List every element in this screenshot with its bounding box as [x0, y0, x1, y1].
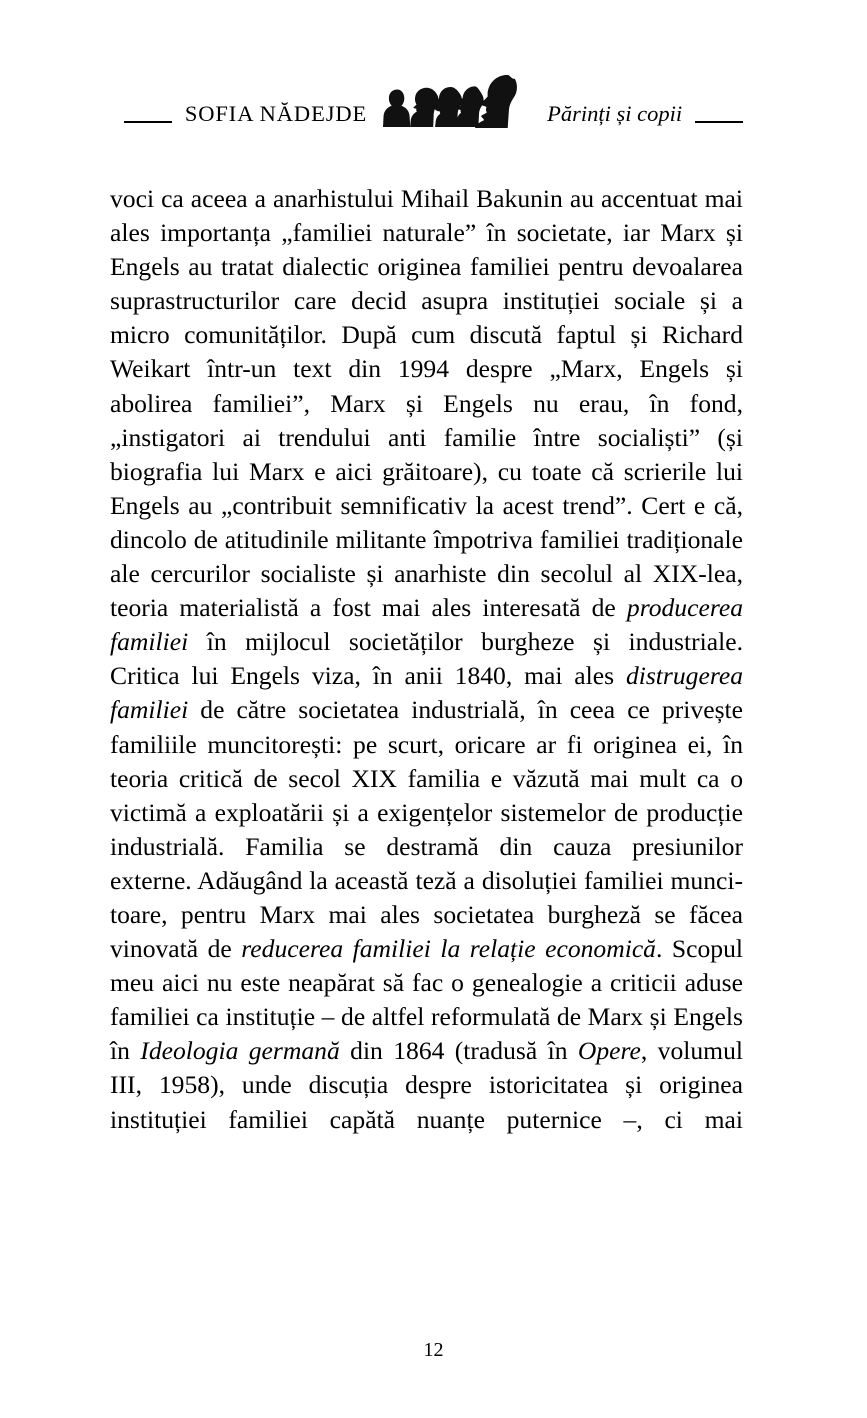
page-number: 12 [423, 1339, 444, 1361]
header-rule-left [124, 121, 172, 123]
body-paragraph: voci ca aceea a anarhistului Mihail Bakunin au accentuat mai ales importanța „familiei naturale” în societate, iar Marx și Engels au tratat dialectic originea familiei pentru devoalarea suprastructurilor care decid asupra instituției sociale și a micro comunităților. După cum discută faptul și Richard Weikart într-un text din 1994 despre „Marx, Engels și abolirea familiei”, Marx și Engels nu erau, în fond, „instigatori ai trendului anti familie între socialiști” (și biografia lui Marx e aici grăitoare), cu toate că scrierile lui Engels au „contribuit semnificativ la acest trend”. Cert e că, dincolo de atitudinile militante împotriva familiei tradiționale ale cercurilor socialiste și anarhiste din secolul al XIX-lea, teoria materialistă a fost mai ales interesată de producerea familiei în mijlocul societăților burgheze și industriale. Critica lui Engels viza, în anii 1840, mai ales distrugerea familiei de către societatea industrială, în ceea ce privește familiile muncitorești: pe scurt, oricare ar fi originea ei, în teoria critică de secol XIX familia e văzută mai mult ca o victimă a exploatării și a exigențelor sistemelor de producție industrială. Familia se destramă din cauza presiunilor externe. Adăugând la această teză a disoluției familiei muncitoare, pentru Marx mai ales societatea burgheză se făcea vinovată de reducerea familiei la relație economică. Scopul meu aici nu este neapărat să fac o genealogie a criticii aduse familiei ca instituție – de altfel reformulată de Marx și Engels în Ideologia germană din 1864 (tradusă în Opere, volumul III, 1958), unde discuția despre istoricitatea și originea instituției familiei capătă nuanțe puternice –, ci mai [110, 184, 743, 1134]
woman-profile-silhouette [457, 86, 484, 127]
child-front-silhouette [383, 90, 410, 128]
header-author-name: SOFIA NĂDEJDE [184, 100, 368, 126]
header-rule-right [695, 121, 743, 123]
header-book-title: Părinți și copii [547, 100, 683, 126]
running-header [0, 74, 867, 130]
page-body-text [110, 182, 743, 1171]
family-silhouettes-ornament [383, 74, 533, 128]
